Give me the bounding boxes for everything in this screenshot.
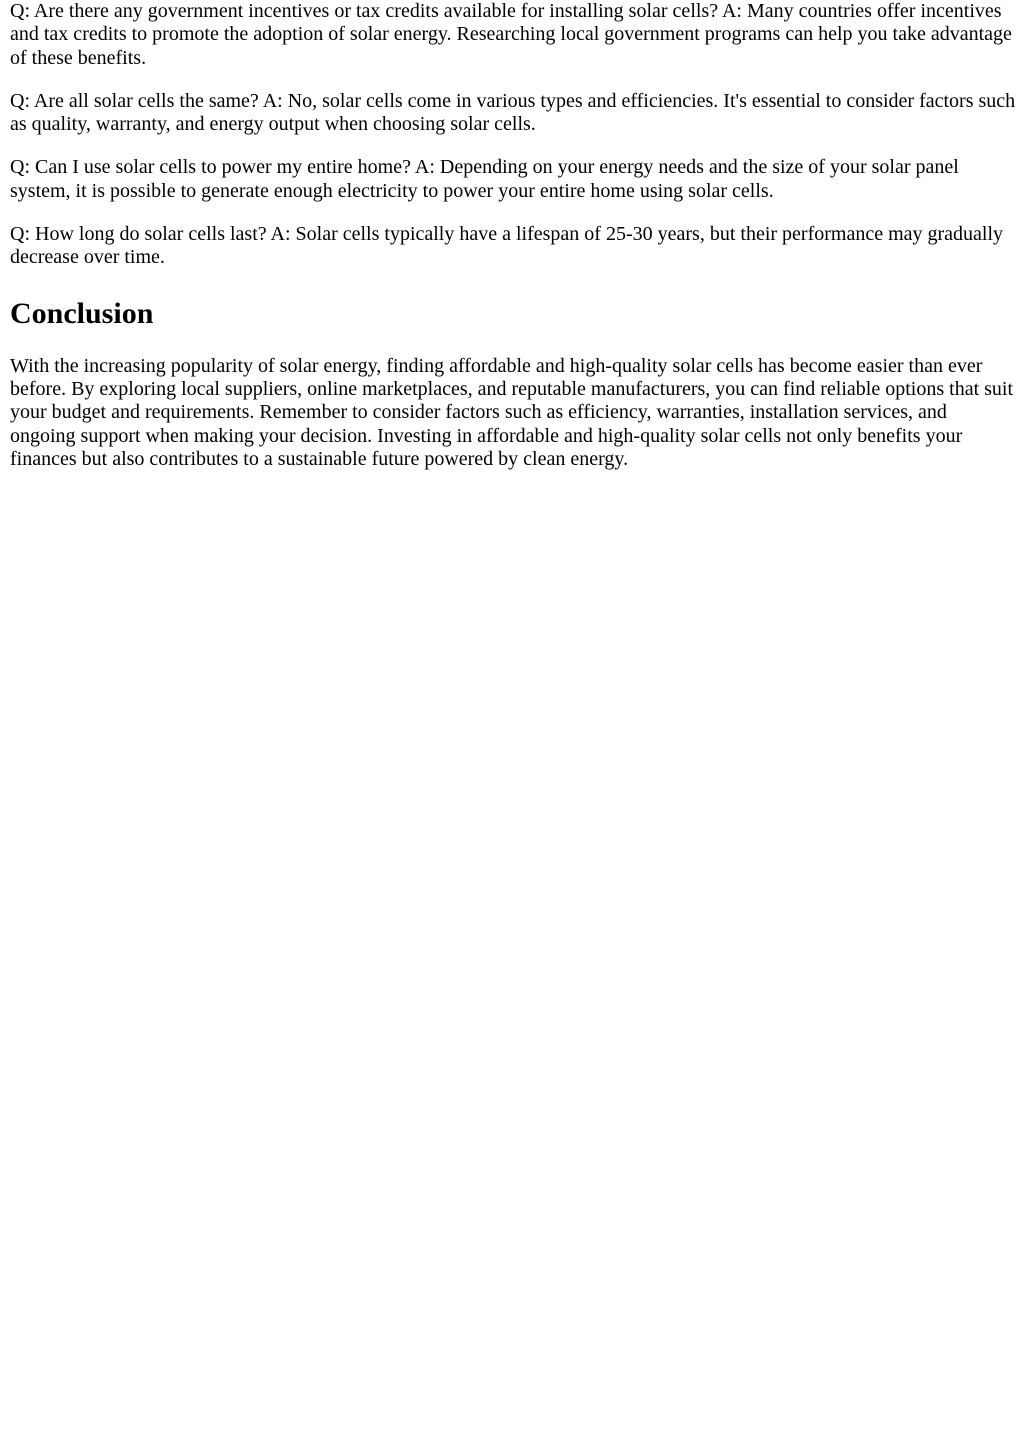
conclusion-heading: Conclusion [10,296,154,330]
faq-item-lifespan: Q: How long do solar cells last? A: Solar cells typically have a lifespan of 25-30 years, but their performance may gradually decrease over time. [10,223,1004,269]
faq-section [10,0,1016,270]
faq-item-solar-cell-types: Q: Are all solar cells the same? A: No, solar cells come in various types and efficiencies. It's essential to consider factors such as quality, warranty, and energy output when choosing solar cells. [10,89,1016,136]
conclusion-paragraph: With the increasing popularity of solar energy, finding affordable and high-quality solar cells has become easier than ever before. By exploring local suppliers, online marketplaces, and reputable manufacturers, you can find reliable options that suit your budget and requirements. Remember to consider factors such as efficiency, warranties, installation services, and ongoing support when making your decision. Investing in affordable and high-quality solar cells not only benefits your finances but also contributes to a sustainable future powered by clean energy. [10,354,1014,470]
faq-item-incentives: Q: Are there any government incentives or tax credits available for installing solar cells? A: Many countries offer incentives and tax credits to promote the adoption of solar energy. Researching local government programs can help you take advantage of these benefits. [10,0,1012,69]
article-content [0,0,1024,471]
conclusion-section [10,297,1016,471]
faq-item-power-entire-home: Q: Can I use solar cells to power my entire home? A: Depending on your energy needs and the size of your solar panel system, it is possible to generate enough electricity to power your entire home using solar cells. [10,156,959,202]
